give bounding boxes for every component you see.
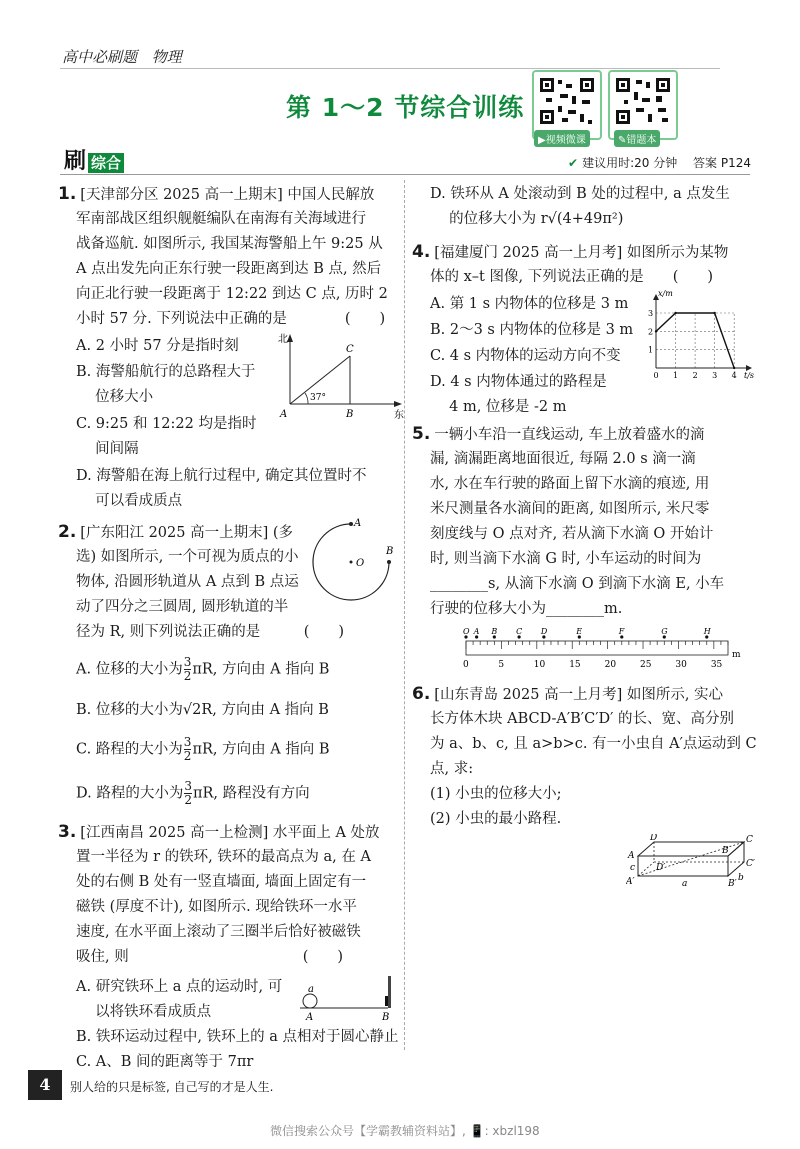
q1-line: [天津部分区 2025 高一上期末] 中国人民解放 [80, 187, 375, 203]
x-tick-label: 3 [712, 371, 718, 380]
vertex-a1-label: A′ [626, 877, 635, 887]
point-b-label: B [346, 409, 354, 420]
time-text: 建议用时:20 分钟 [582, 156, 678, 170]
q1-option-b-cont: 位移大小 [76, 389, 154, 405]
water-drop-label: F [618, 627, 625, 636]
y-tick-label: 1 [648, 345, 654, 355]
check-icon: ✔ [568, 156, 579, 170]
page-title: 第 1～2 节综合训练 [286, 93, 525, 122]
q5-line[interactable]: ________s, 从滴下水滴 O 到滴下水滴 E, 小车 [430, 576, 725, 592]
fraction: $\frac{3}{2}$ [184, 779, 192, 807]
q2-circle-track-diagram [306, 516, 396, 606]
x-tick-label: 4 [731, 371, 737, 380]
time-hint [568, 154, 751, 171]
q5-line: 刻度线与 O 点对齐, 若从滴下水滴 O 开始计 [430, 526, 714, 542]
q1-line: 战备巡航. 如图所示, 我国某海警船上午 9:25 从 [76, 236, 383, 252]
q5-line: 米尺测量各水滴间的距离, 如图所示, 米尺零 [430, 501, 710, 517]
north-label: 北 [278, 334, 288, 345]
q3-option-a[interactable]: A. 研究铁环上 a 点的运动时, 可 [76, 979, 283, 995]
edge-c-label: c [630, 863, 636, 873]
xt-data-point [713, 312, 715, 314]
q3-option-d-cont: 的位移大小为 r√(4+49π²) [430, 211, 624, 227]
ruler-tick-label: 35 [710, 660, 723, 670]
q2-option-d[interactable]: D. 路程的大小为 $\frac{3}{2}$ πR, 路程没有方向 [76, 779, 310, 807]
q5-line[interactable]: 行驶的位移大小为________m. [430, 601, 623, 617]
point-a-label: A [306, 1012, 314, 1022]
wrong-book-label[interactable]: ✎错题本 [614, 130, 660, 147]
vertex-b-label: B [722, 846, 729, 856]
q1-line: 军南部战区组织舰艇编队在南海有关海域进行 [76, 211, 366, 227]
q3-line: [江西南昌 2025 高一上检测] 水平面上 A 处放 [80, 825, 380, 841]
x-axis-label: t/s [744, 371, 755, 380]
y-axis-label: x/m [658, 290, 673, 298]
q2-line: 选) 如图所示, 一个可视为质点的小 [76, 549, 299, 565]
q3-option-c[interactable]: C. A、B 间的距离等于 7πr [76, 1054, 254, 1070]
vertex-d1-label: D′ [656, 863, 666, 873]
q3-line: 磁铁 (厚度不计), 如图所示. 现给铁环一水平 [76, 899, 357, 915]
bottom-promo: 微信搜索公众号【学霸教辅资料站】, 📱: xbzl198 [270, 1124, 540, 1138]
q4-option-d-cont: 4 m, 位移是 -2 m [430, 399, 567, 415]
q4-option-a[interactable]: A. 第 1 s 内物体的位移是 3 m [430, 296, 629, 312]
q3-option-d[interactable]: D. 铁环从 A 处滚动到 B 处的过程中, a 点发生 [430, 186, 730, 202]
q1-number: 1. [58, 184, 77, 204]
q2-line: 径为 R, 则下列说法正确的是 ( ) [76, 624, 345, 640]
q3-option-a-cont: 以将铁环看成质点 [76, 1004, 212, 1020]
q1-line: 向正北行驶一段距离于 12:22 到达 C 点, 历时 2 [76, 286, 388, 302]
ruler-tick-label: 15 [569, 660, 581, 670]
q2-option-c[interactable]: C. 路程的大小为 $\frac{3}{2}$ πR, 方向由 A 指向 B [76, 735, 330, 763]
q3-ring-wall-diagram [296, 972, 398, 1022]
q5-line: 水, 水在车行驶的路面上留下水滴的痕迹, 用 [430, 476, 710, 492]
center-o-label: O [356, 558, 365, 569]
footer-motto: 别人给的只是标签, 自己写的才是人生. [70, 1080, 274, 1094]
brush-char: 刷 [64, 149, 87, 174]
xt-data-point [655, 330, 657, 332]
q3-line: 吸住, 则 ( ) [76, 949, 344, 965]
q1-option-d[interactable]: D. 海警船在海上航行过程中, 确定其位置时不 [76, 468, 367, 484]
x-tick-label: 1 [673, 371, 679, 380]
q2-line: [广东阳江 2025 高一上期末] (多 [80, 525, 293, 541]
q4-xt-chart [640, 290, 756, 380]
q6-sub-1: (1) 小虫的位移大小; [430, 786, 562, 802]
q1-option-c[interactable]: C. 9:25 和 12:22 均是指时 [76, 416, 257, 432]
q2-option-b[interactable]: B. 位移的大小为√2R, 方向由 A 指向 B [76, 702, 329, 718]
xt-data-point [674, 312, 676, 314]
q4-line: [福建厦门 2025 高一上月考] 如图所示为某物 [434, 245, 729, 261]
q5-line: 一辆小车沿一直线运动, 车上放着盛水的滴 [434, 427, 705, 443]
point-a-small-label: a [308, 984, 314, 995]
q6-line: [山东青岛 2025 高一上月考] 如图所示, 实心 [434, 687, 724, 703]
q4-option-c[interactable]: C. 4 s 内物体的运动方向不变 [430, 348, 621, 364]
q6-number: 6. [412, 684, 431, 704]
water-drop-label: O [463, 627, 470, 636]
section-badge [64, 144, 124, 175]
water-drop-label: D [540, 627, 548, 636]
angle-label: 37° [310, 393, 326, 403]
q6-line: 为 a、b、c, 且 a>b>c. 有一小虫自 A′点运动到 C [430, 736, 757, 752]
q1-option-c-cont: 间间隔 [76, 441, 139, 457]
edge-a-label: a [682, 879, 688, 889]
right-column [412, 182, 757, 1062]
ruler-tick-label: 25 [640, 660, 652, 670]
q1-route-diagram [278, 332, 408, 422]
q6-line: 长方体木块 ABCD-A′B′C′D′ 的长、宽、高分别 [430, 711, 735, 727]
q5-line: 漏, 滴漏距离地面很近, 每隔 2.0 s 滴一滴 [430, 451, 696, 467]
ruler-tick-label: 0 [463, 660, 469, 670]
q6-cuboid-diagram [626, 834, 756, 894]
q3-line: 速度, 在水平面上滚动了三圈半后恰好被磁铁 [76, 924, 361, 940]
water-drop-label: C [516, 627, 523, 636]
answer-ref: 答案 P124 [693, 156, 751, 170]
q5-line: 时, 则当滴下水滴 G 时, 小车运动的时间为 [430, 551, 702, 567]
q4-line: 体的 x–t 图像, 下列说法正确的是 ( ) [430, 269, 714, 285]
q3-option-b[interactable]: B. 铁环运动过程中, 铁环上的 a 点相对于圆心静止 [76, 1029, 399, 1045]
water-drop-label: A [473, 627, 480, 636]
q3-number: 3. [58, 822, 77, 842]
ruler-tick-label: 20 [604, 660, 617, 670]
vertex-b1-label: B′ [728, 879, 737, 889]
page-number: 4 [28, 1070, 62, 1100]
q1-option-d-cont: 可以看成质点 [76, 493, 183, 509]
left-column [58, 182, 404, 1070]
east-label: 东 [394, 410, 404, 421]
q2-option-a[interactable]: A. 位移的大小为 $\frac{3}{2}$ πR, 方向由 A 指向 B [76, 655, 330, 683]
q4-option-b[interactable]: B. 2～3 s 内物体的位移是 3 m [430, 322, 634, 338]
q5-number: 5. [412, 424, 431, 444]
x-tick-label: 0 [653, 371, 659, 380]
ruler-unit-label: m [732, 650, 741, 660]
point-c-label: C [346, 344, 354, 355]
q4-option-d[interactable]: D. 4 s 内物体通过的路程是 [430, 374, 607, 390]
section-label: 综合 [88, 153, 124, 173]
q3-line: 处的右侧 B 处有一竖直墙面, 墙面上固定有一 [76, 874, 367, 890]
ruler-tick-label: 10 [533, 660, 546, 670]
water-drop-label: E [576, 627, 583, 636]
point-a-label: A [354, 518, 362, 529]
q4-number: 4. [412, 242, 431, 262]
q5-ruler-diagram [452, 627, 752, 673]
water-drop-label: G [661, 627, 668, 636]
q1-option-a[interactable]: A. 2 小时 57 分是指时刻 [76, 338, 239, 354]
header-rule [60, 68, 720, 69]
point-b-label: B [382, 1012, 390, 1022]
vertex-c1-label: C′ [746, 859, 755, 869]
water-drop-label: B [491, 627, 498, 636]
xt-data-point [733, 367, 735, 369]
q1-option-b[interactable]: B. 海警船航行的总路程大于 [76, 364, 256, 380]
q2-line: 物体, 沿圆形轨道从 A 点到 B 点运 [76, 574, 299, 590]
column-divider [404, 180, 405, 1050]
vertex-c-label: C [746, 835, 753, 845]
subject-name: 物理 [151, 48, 182, 66]
book-name: 高中必刷题 [62, 48, 138, 66]
q1-line: A 点出发先向正东行驶一段距离到达 B 点, 然后 [76, 261, 382, 277]
q2-line: 动了四分之三圆周, 圆形轨道的半 [76, 599, 289, 615]
vertex-a-label: A [628, 851, 635, 861]
x-tick-label: 2 [692, 371, 698, 380]
point-b-label: B [386, 546, 394, 557]
ruler-tick-label: 5 [498, 660, 505, 670]
fraction: $\frac{3}{2}$ [183, 655, 192, 683]
qr-pattern-icon [614, 76, 672, 126]
water-drop-label: H [703, 627, 711, 636]
edge-b-label: b [738, 873, 744, 883]
point-a-label: A [280, 409, 288, 420]
q6-sub-2: (2) 小虫的最小路程. [430, 811, 562, 827]
video-lesson-label[interactable]: ▶视频微课 [534, 130, 590, 147]
ruler-bar [466, 641, 728, 655]
vertex-d-label: D [650, 834, 658, 843]
fraction: $\frac{3}{2}$ [183, 735, 192, 763]
ruler-tick-label: 30 [675, 660, 687, 670]
section-rule [60, 174, 750, 175]
q2-number: 2. [58, 522, 77, 542]
qr-pattern-icon [538, 76, 596, 126]
y-tick-label: 2 [648, 327, 654, 337]
q3-line: 置一半径为 r 的铁环, 铁环的最高点为 a, 在 A [76, 849, 371, 865]
y-tick-label: 3 [648, 309, 654, 318]
q6-line: 点, 求: [430, 761, 474, 777]
book-header [62, 46, 192, 67]
q1-line: 小时 57 分. 下列说法中正确的是 ( ) [76, 311, 386, 327]
